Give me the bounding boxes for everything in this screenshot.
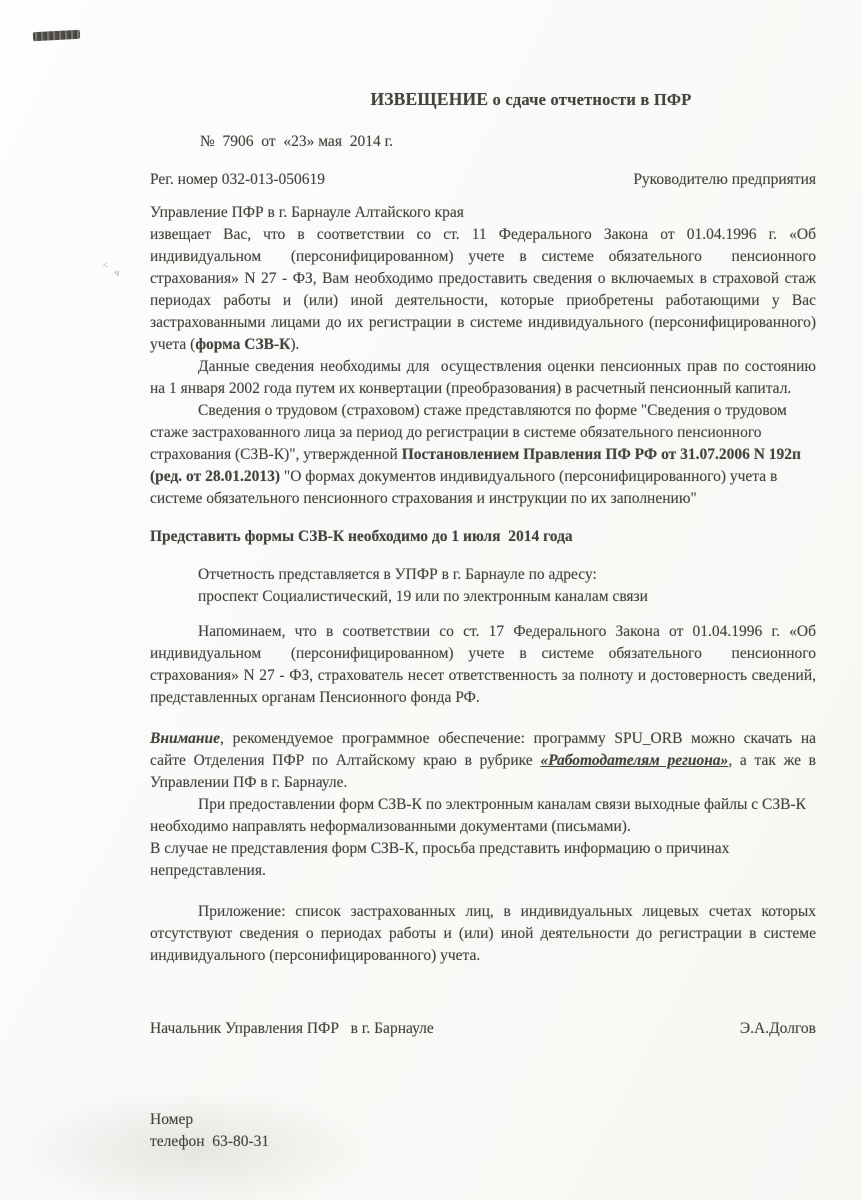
letter-body	[150, 88, 820, 1153]
signer-position: Начальник Управления ПФР в г. Барнауле	[150, 1020, 434, 1037]
attention-word: Внимание	[150, 730, 221, 747]
document-number-line: № 7906 от «23» мая 2014 г.	[200, 133, 394, 150]
scan-smudge-artifact	[33, 30, 80, 41]
reporting-address-block	[198, 564, 816, 608]
software-recommendation-tail: , а так же в Управлении ПФ в г. Барнауле.	[150, 752, 820, 791]
document-title-subject: о сдаче отчетности в ПФР	[488, 90, 692, 109]
form-basis-text: Сведения о трудовом (страховом) стаже представляются по форме "Сведения о трудовом стаже застрахованного лица за период до регистрации в системе обязательного пенсионного страхования (СЗВ-К)", утвержденной	[150, 402, 791, 463]
resolution-reference-bold: Постановлением Правления ПФ РФ от 31.07.2006 N 192п (ред. от 28.01.2013)	[150, 446, 805, 485]
paragraph-attention	[150, 728, 820, 794]
contact-phone: телефон 63-80-31	[150, 1133, 270, 1150]
signer-name: Э.А.Долгов	[739, 1020, 816, 1037]
paragraph-electronic-submission: При предоставлении форм СЗВ-К по электронным каналам связи выходные файлы с СЗВ-К необходимо направлять неформализованными документами (письмами).	[150, 796, 810, 835]
paragraph-appendix: Приложение: список застрахованных лиц, в индивидуальных лицевых счетах которых отсутствуют сведения о периодах работы и (или) иной деятельности до регистрации в системе индивидуального (персонифицированного) учета.	[150, 903, 820, 964]
contact-footer	[150, 1109, 816, 1153]
pencil-stroke: <	[102, 259, 110, 272]
notification-text-tail: ).	[290, 336, 300, 353]
deadline-statement: Представить формы СЗВ-К необходимо до 1 июля 2014 года	[150, 528, 573, 545]
paragraph-purpose: Данные сведения необходимы для осуществления оценки пенсионных прав по состоянию на 1 января 2002 года путем их конвертации (преобразования) в расчетный пенсионный капитал.	[150, 358, 820, 397]
paragraph-reminder: Напоминаем, что в соответствии со ст. 17 Федерального Закона от 01.04.1996 г. «Об индивидуальном (персонифицированном) учете в системе обязательного пенсионного страхования» N 27 - ФЗ, страхователь несет ответственность за полноту и достоверность сведений, представленных органам Пенсионного фонда РФ.	[150, 623, 820, 706]
sender-organization: Управление ПФР в г. Барнауле Алтайского края	[150, 204, 464, 221]
signature-row	[150, 1018, 816, 1040]
registration-number: Рег. номер 032-013-050619	[150, 171, 326, 188]
form-basis-tail: "О формах документов индивидуального (персонифицированного) учета в системе обязательного пенсионного страхования и инструкции по их заполнению"	[150, 468, 782, 507]
paragraph-notification	[150, 202, 820, 356]
software-recommendation-text: , рекомендуемое программное обеспечение: программу SPU_ORB можно скачать на сайте Отделения ПФР по Алтайскому краю в рубрике	[150, 730, 820, 769]
paragraph-form-basis	[150, 400, 816, 510]
document-title-word: ИЗВЕЩЕНИЕ	[370, 89, 489, 109]
margin-pencil-mark	[102, 259, 128, 290]
notification-text: извещает Вас, что в соответствии со ст. 11 Федерального Закона от 01.04.1996 г. «Об индивидуальном (персонифицированном) учете в системе обязательного пенсионного страхования» N 27 - ФЗ, Вам необходимо предоставить сведения о включаемых в страховой стаж периодах работы и (или) иной деятельности, которые приобретены работающими у Вас застрахованными лицами до их регистрации в системе индивидуального (персонифицированного) учета (	[150, 226, 820, 353]
addressee: Руководителю предприятия	[633, 171, 816, 188]
reporting-address-line1: Отчетность представляется в УПФР в г. Барнауле по адресу:	[198, 566, 597, 583]
reporting-address-line2: проспект Социалистический, 19 или по электронным каналам связи	[198, 588, 648, 605]
pencil-stroke: ч	[113, 267, 121, 279]
document-title	[150, 88, 816, 111]
contact-label: Номер	[150, 1111, 194, 1128]
form-szv-k-bold: форма СЗВ-К	[195, 336, 291, 353]
registration-row	[150, 169, 816, 191]
paragraph-non-submission: В случае не представления форм СЗВ-К, просьба представить информацию о причинах непредставления.	[150, 840, 734, 879]
site-section-link-text: «Работодателям региона»	[540, 752, 729, 769]
